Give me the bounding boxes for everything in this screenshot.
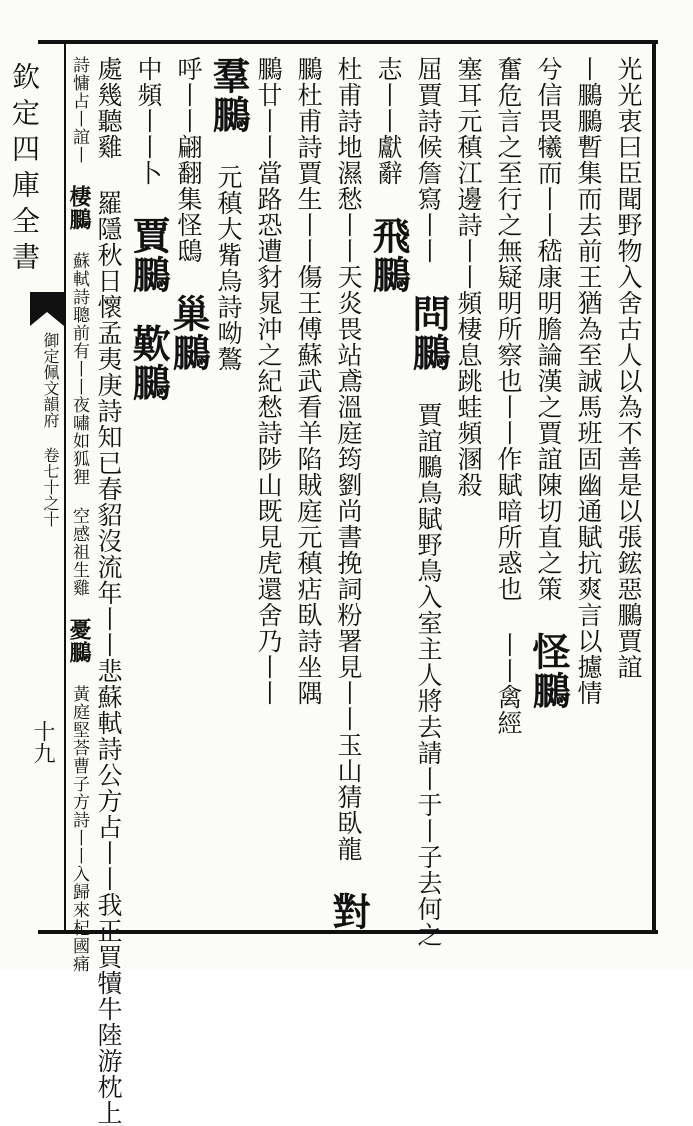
head-word-gloss: 賈誼鵩鳥賦野鳥入室主人將去請丨于丨子去何之 <box>414 402 443 948</box>
right-border <box>652 40 656 934</box>
head-word-gloss: 杜甫詩地濕愁丨丨天炎畏站鳶溫庭筠劉尚書挽詞粉署見丨丨玉山猜臥龍 <box>334 56 363 862</box>
text-column <box>406 56 451 948</box>
column-text: 元稹大觜烏詩呦鷔 <box>214 164 243 372</box>
head-word-gloss: 黃庭堅荅曹子方詩丨丨入歸來杞國痛 <box>69 685 89 973</box>
head-word: 憂鵩 <box>66 618 92 664</box>
head-word-gloss: 丨丨禽經 <box>494 632 523 736</box>
fishtail-mark-icon <box>30 292 64 326</box>
head-word: 怪鵩 <box>526 632 571 710</box>
column-text: 處幾聽雞 <box>94 56 123 160</box>
text-column: 光光衷曰臣聞野物入舍古人以為不善是以張鋐惡鵩賈誼 <box>614 56 643 680</box>
column-text: 兮信畏犧而丨丨嵇康明膽論漢之賈誼陳切直之策 <box>534 56 563 602</box>
text-column: 丨鵩鵩暫集而去前王猶為至誠馬班固幽通賦抗爽言以攄情 <box>574 56 603 706</box>
text-column: 鵩廿丨丨當路恐遭豺晁沖之紀愁詩陟山既見虎還舍乃丨丨 <box>254 56 283 706</box>
column-text: 詩慵占丨誼丨 <box>69 56 89 164</box>
text-column <box>66 56 92 973</box>
column-text: 奮危言之至行之無疑明所察也丨丨作賦暗所惑也 <box>494 56 523 602</box>
head-word: 棲鵩 <box>66 185 92 231</box>
volume-number-text: 卷七十之十 <box>41 447 60 527</box>
text-column <box>326 56 371 931</box>
page-number: 十九 <box>30 720 55 764</box>
head-word: 羣鵩 <box>206 56 251 134</box>
text-column <box>488 56 528 926</box>
head-word: 問鵩 <box>406 294 451 372</box>
column-text: 屈賈詩候詹寫丨丨 <box>414 56 443 264</box>
text-column <box>526 56 571 926</box>
margin-divider <box>64 40 66 934</box>
top-border <box>38 40 658 44</box>
head-word: 對 <box>326 892 371 931</box>
text-column <box>126 56 171 926</box>
column-text: 呼丨丨翩翻集怪鴟 <box>174 56 203 264</box>
text-column: 塞耳元稹江邊詩丨丨頻棲息跳蛙頻溷殺 <box>454 56 483 498</box>
volume-title <box>20 332 60 562</box>
column-text: 中頻丨丨卜 <box>134 56 163 186</box>
head-word: 歎鵩 <box>126 324 171 402</box>
head-word: 飛鵩 <box>366 216 411 294</box>
column-text: 志丨丨獻辭 <box>374 56 403 186</box>
book-title: 欽定四庫全書 <box>8 62 41 278</box>
text-column <box>88 56 128 1126</box>
text-column: 鵩杜甫詩賈生丨丨傷王傅蘇武看羊陷賊庭元稹痁臥詩坐隅 <box>294 56 323 706</box>
head-word-gloss: 羅隱秋日懷孟夷庚詩知已春貂沒流年丨丨悲蘇軾詩公方占丨丨我正買犢牛陸游枕上 <box>94 190 123 1126</box>
text-column <box>166 56 211 926</box>
column-text: 空感祖生雞 <box>69 507 89 597</box>
head-word-gloss: 蘇軾詩聰前有丨丨夜嘯如狐狸 <box>69 252 89 486</box>
text-column <box>206 56 251 926</box>
volume-title-text: 御定佩文韻府 <box>41 332 60 428</box>
text-column <box>366 56 411 926</box>
head-word: 賈鵩 <box>126 216 171 294</box>
head-word: 巢鵩 <box>166 294 211 372</box>
